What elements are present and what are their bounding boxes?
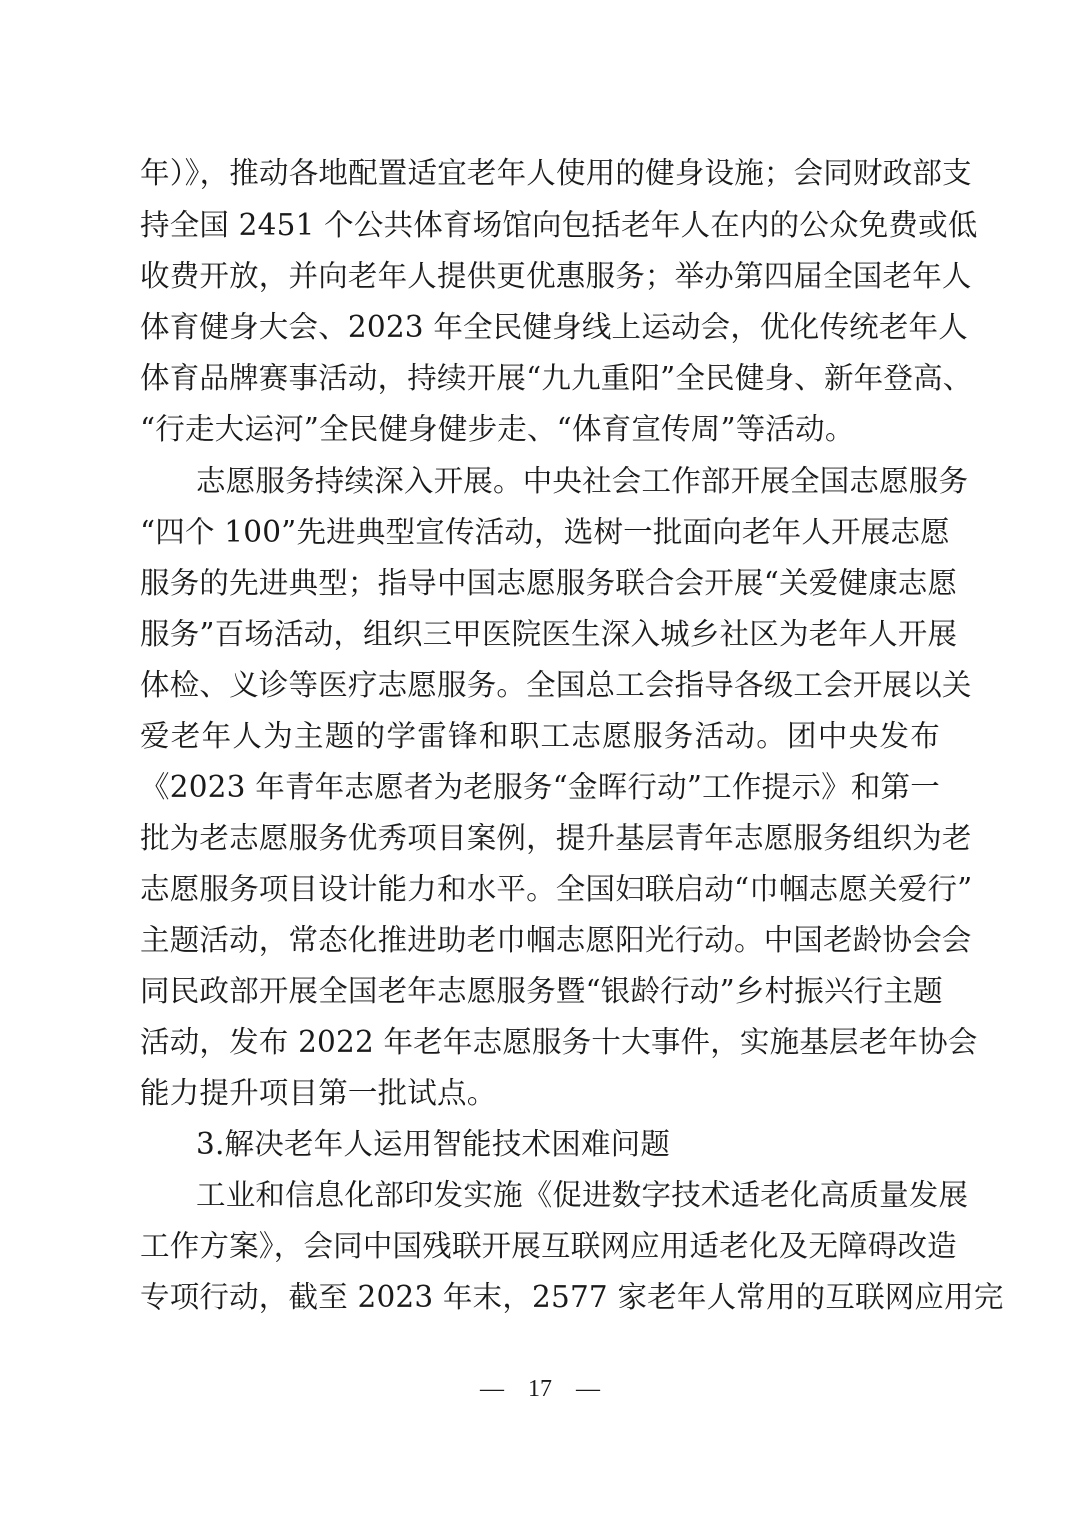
paragraph-line: 批为老志愿服务优秀项目案例，提升基层青年志愿服务组织为老 xyxy=(140,821,972,855)
paragraph-line: 收费开放，并向老年人提供更优惠服务；举办第四届全国老年人 xyxy=(140,259,972,293)
paragraph-line: 服务”百场活动，组织三甲医院医生深入城乡社区为老年人开展 xyxy=(140,617,958,651)
paragraph-line: 年）》，推动各地配置适宜老年人使用的健身设施；会同财政部支 xyxy=(140,156,972,190)
paragraph-line: 体检、义诊等医疗志愿服务。全国总工会指导各级工会开展以关 xyxy=(140,668,972,702)
paragraph-line: 工业和信息化部印发实施《促进数字技术适老化高质量发展 xyxy=(196,1178,969,1212)
paragraph-line: 志愿服务持续深入开展。中央社会工作部开展全国志愿服务 xyxy=(196,464,969,498)
page-number: — 17 — xyxy=(480,1376,600,1402)
paragraph-line: 持全国 2451 个公共体育场馆向包括老年人在内的公众免费或低 xyxy=(140,208,978,242)
paragraph-line: 能力提升项目第一批试点。 xyxy=(140,1076,497,1110)
paragraph-line: 体育健身大会、2023 年全民健身线上运动会，优化传统老年人 xyxy=(140,310,968,344)
paragraph-line: 专项行动，截至 2023 年末，2577 家老年人常用的互联网应用完 xyxy=(140,1280,1004,1314)
paragraph-line: 工作方案》，会同中国残联开展互联网应用适老化及无障碍改造 xyxy=(140,1229,957,1263)
paragraph-line: “四个 100”先进典型宣传活动，选树一批面向老年人开展志愿 xyxy=(140,515,950,549)
paragraph-line: 主题活动，常态化推进助老巾帼志愿阳光行动。中国老龄协会会 xyxy=(140,923,972,957)
section-heading: 3.解决老年人运用智能技术困难问题 xyxy=(196,1127,671,1161)
paragraph-line: 活动，发布 2022 年老年志愿服务十大事件，实施基层老年协会 xyxy=(140,1025,978,1059)
paragraph-line: 爱老年人为主题的学雷锋和职工志愿服务活动。团中央发布 xyxy=(140,719,940,753)
paragraph-line: “行走大运河”全民健身健步走、“体育宣传周”等活动。 xyxy=(140,412,855,446)
paragraph-line: 《2023 年青年志愿者为老服务“金晖行动”工作提示》和第一 xyxy=(140,770,940,804)
paragraph-line: 体育品牌赛事活动，持续开展“九九重阳”全民健身、新年登高、 xyxy=(140,361,973,395)
paragraph-line: 同民政部开展全国老年志愿服务暨“银龄行动”乡村振兴行主题 xyxy=(140,974,943,1008)
paragraph-line: 服务的先进典型；指导中国志愿服务联合会开展“关爱健康志愿 xyxy=(140,566,958,600)
paragraph-line: 志愿服务项目设计能力和水平。全国妇联启动“巾帼志愿关爱行” xyxy=(140,872,973,906)
